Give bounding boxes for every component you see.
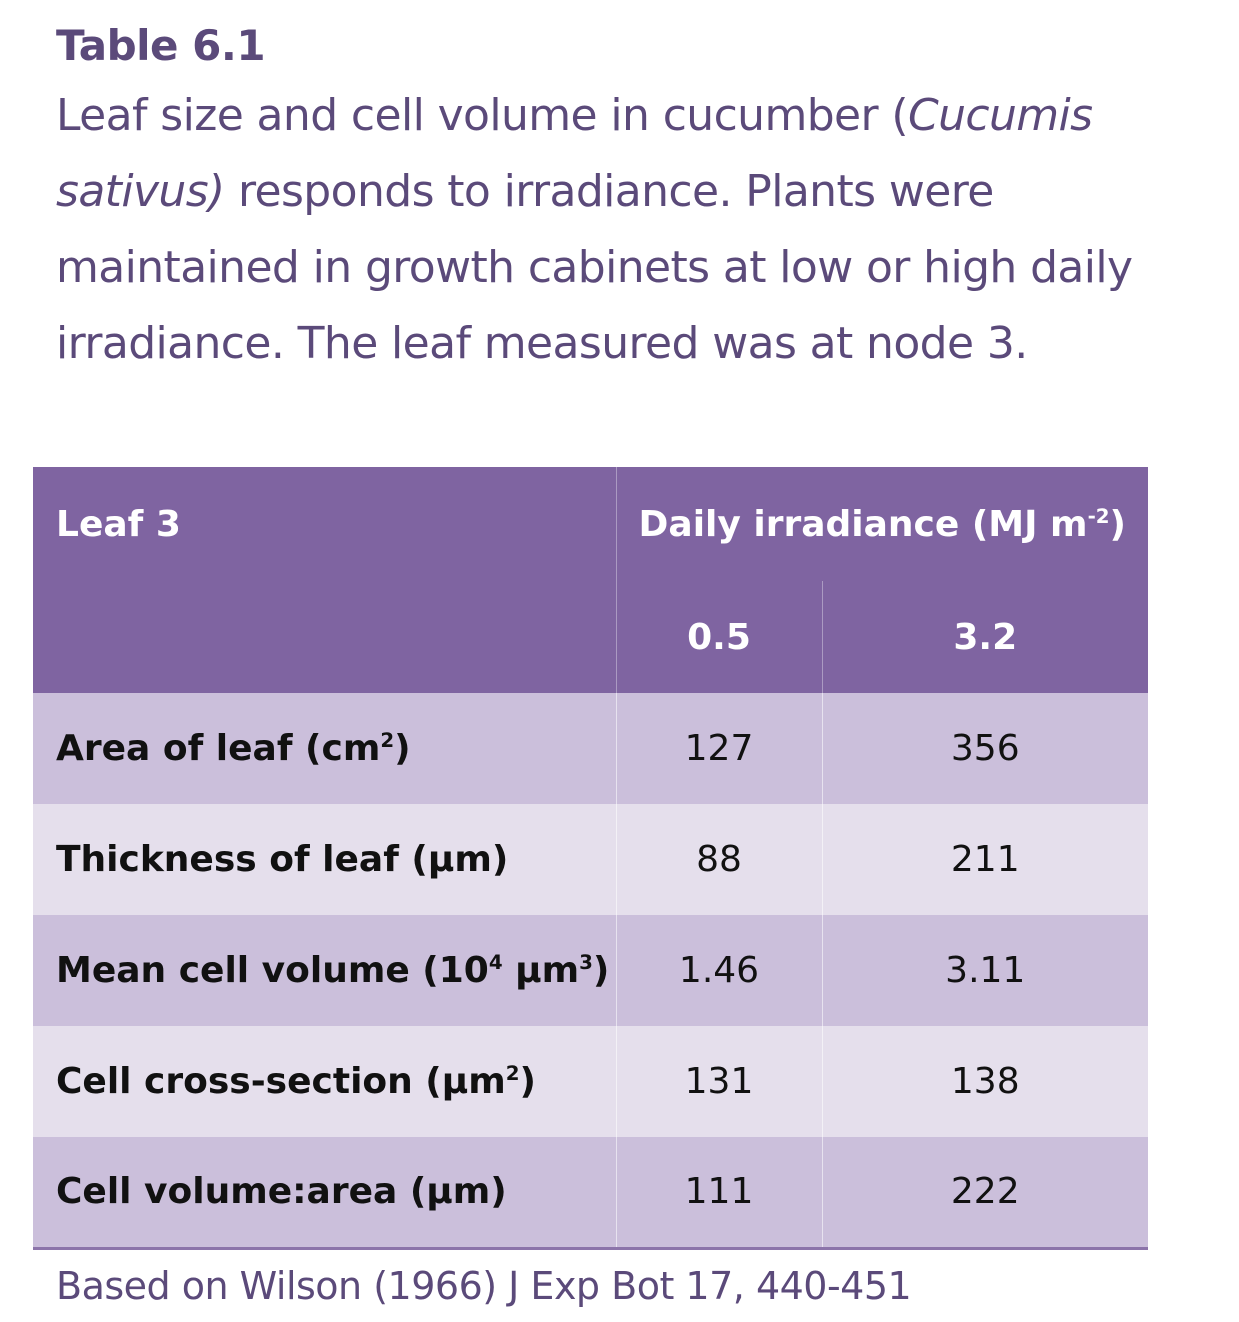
header-col-low: 0.5 xyxy=(616,581,822,693)
row-label: Cell volume:area (µm) xyxy=(33,1137,616,1248)
table-row xyxy=(33,1026,1148,1137)
row-label: Area of leaf $(cm^2)$ xyxy=(56,728,411,769)
table-caption xyxy=(56,18,1216,382)
table-description xyxy=(56,78,1216,382)
row-label: Mean cell volume ($10^4$ µm$^3$) xyxy=(56,950,610,991)
row-label: Thickness of leaf (µm) xyxy=(56,839,509,880)
header-daily-irradiance: Daily irradiance (MJ $m^{-2}$) xyxy=(616,467,1148,581)
row-value-low: 1.46 xyxy=(616,915,822,1026)
data-table xyxy=(33,467,1148,1250)
row-value-high: 356 xyxy=(822,693,1148,804)
header-row-group xyxy=(33,467,1148,581)
table-row xyxy=(33,915,1148,1026)
desc-part1: Leaf size and cell volume in cucumber ( xyxy=(56,90,908,141)
row-value-high: 222 xyxy=(822,1137,1148,1248)
desc-part2: responds to irradiance. Plants were maintained in growth cabinets at low or high daily irradiance. The leaf measured was at node 3. xyxy=(56,166,1133,369)
row-value-low: 88 xyxy=(616,804,822,915)
header-row-columns xyxy=(33,581,1148,693)
row-value-low: 131 xyxy=(616,1026,822,1137)
header-empty-cell xyxy=(33,581,616,693)
table-row xyxy=(33,1137,1148,1248)
row-value-high: 3.11 xyxy=(822,915,1148,1026)
row-value-high: 211 xyxy=(822,804,1148,915)
desc-species: Cucumis sativus) xyxy=(56,90,1093,217)
header-col-high: 3.2 xyxy=(822,581,1148,693)
row-value-low: 111 xyxy=(616,1137,822,1248)
header-leaf-label: Leaf 3 xyxy=(56,503,181,545)
row-value-low: 127 xyxy=(616,693,822,804)
row-label: Cell cross-section (µm$^2$) xyxy=(56,1061,536,1102)
table-row xyxy=(33,693,1148,804)
source-citation: Based on Wilson (1966) J Exp Bot 17, 440-451 xyxy=(56,1264,912,1308)
row-value-high: 138 xyxy=(822,1026,1148,1137)
table-row xyxy=(33,804,1148,915)
table-number: Table 6.1 xyxy=(56,21,266,70)
